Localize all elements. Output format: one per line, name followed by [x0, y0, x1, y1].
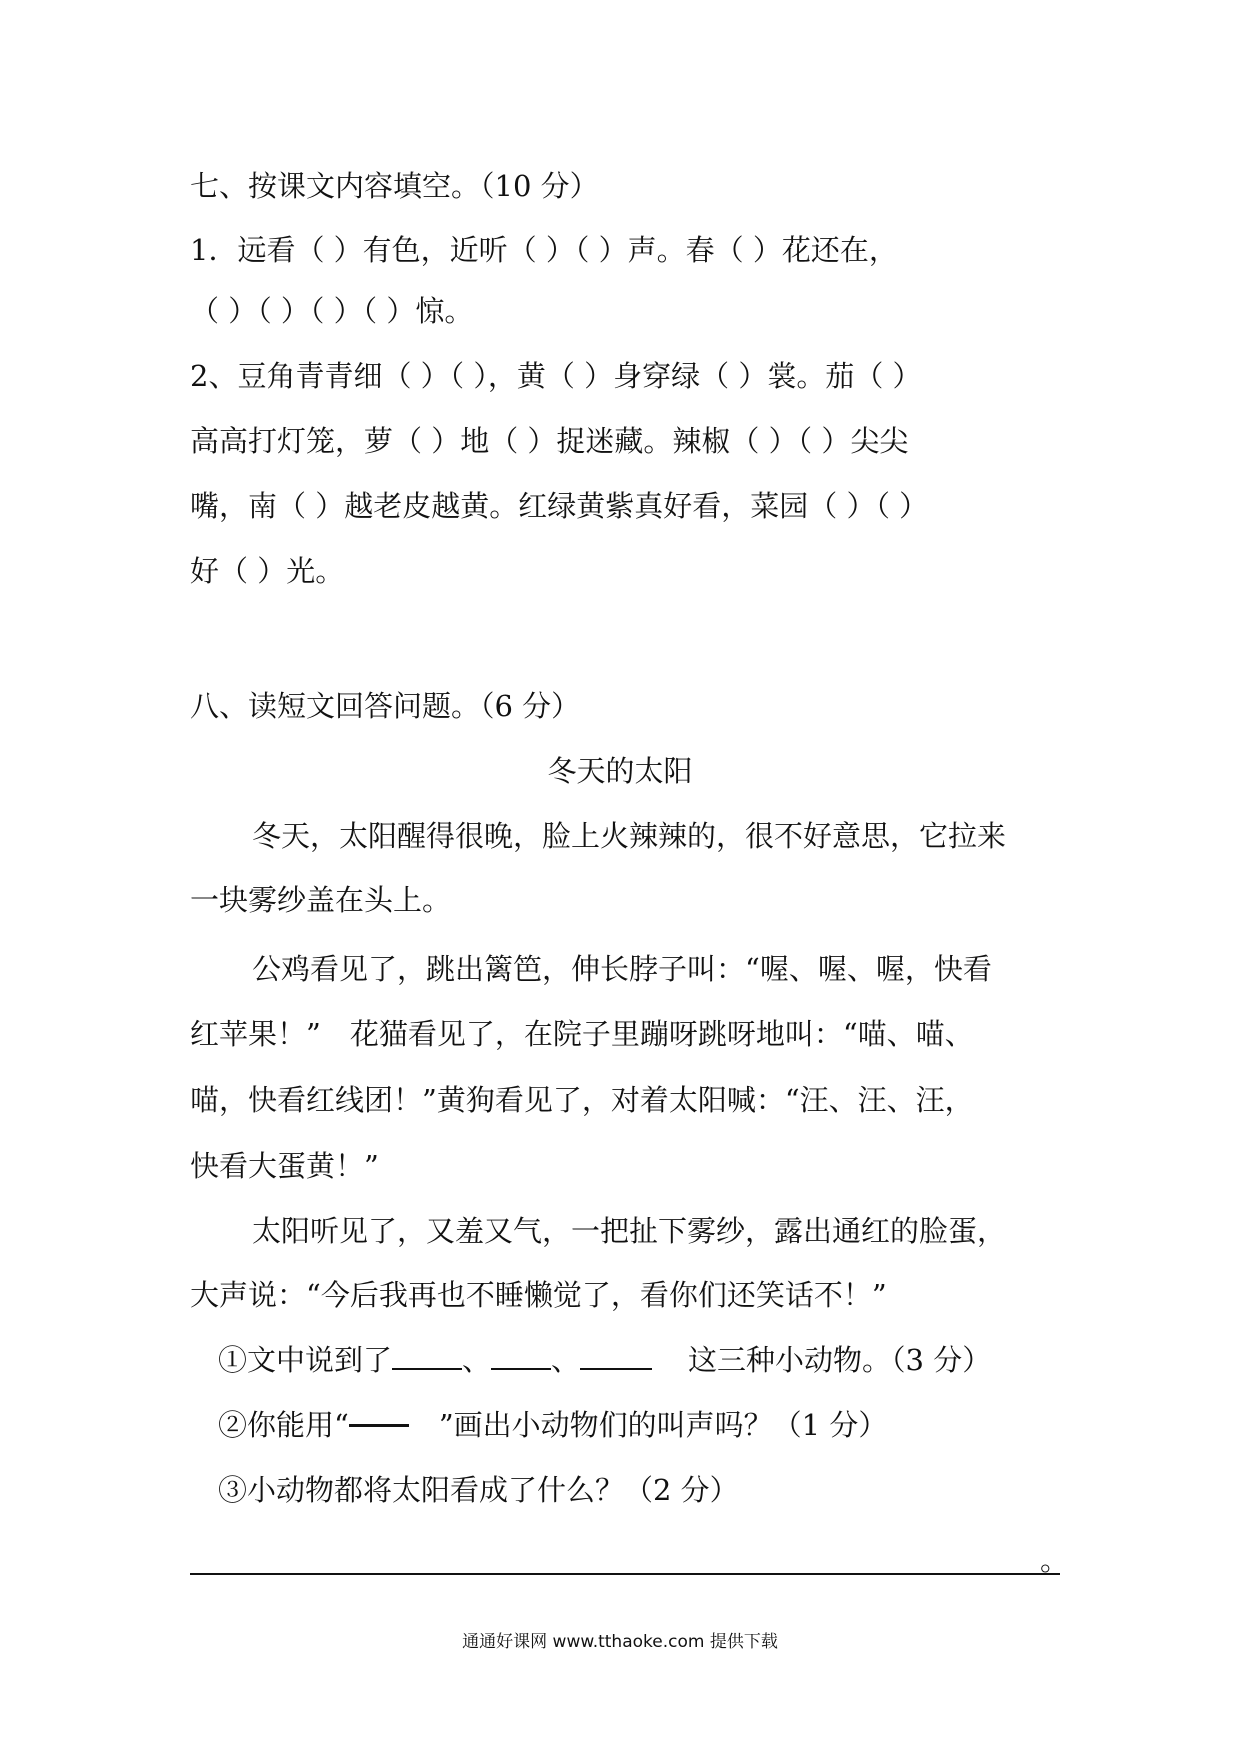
passage-line: 喵，快看红线团！”黄狗看见了，对着太阳喊：“汪、汪、汪，: [190, 1083, 974, 1117]
passage-line: 公鸡看见了，跳出篱笆，伸长脖子叫：“喔、喔、喔，快看: [252, 952, 992, 986]
section7-heading: 七、按课文内容填空。（10 分）: [190, 169, 599, 203]
footer-text: 通通好课网 www.tthaoke.com 提供下载: [462, 1632, 778, 1652]
passage-line: 大声说：“今后我再也不睡懒觉了，看你们还笑话不！”: [190, 1278, 887, 1312]
section7-line: 嘴，南（ ）越老皮越黄。红绿黄紫真好看，菜园（ ）（ ）: [190, 489, 929, 523]
passage-line: 一块雾纱盖在头上。: [190, 883, 452, 917]
separator: 、: [462, 1343, 492, 1377]
passage-line: 冬天，太阳醒得很晚，脸上火辣辣的，很不好意思，它拉来: [252, 819, 1007, 853]
question-2: [218, 1405, 887, 1445]
question-3: ③小动物都将太阳看成了什么？（2 分）: [218, 1473, 739, 1507]
question-1-prefix: ①文中说到了: [218, 1343, 393, 1377]
passage-line: 红苹果！” 花猫看见了，在院子里蹦呀跳呀地叫：“喵、喵、: [190, 1017, 974, 1051]
answer-blank[interactable]: [580, 1344, 652, 1370]
section8-heading: 八、读短文回答问题。（6 分）: [190, 689, 581, 723]
passage-line: 快看大蛋黄！”: [190, 1149, 379, 1183]
section7-line: 好（ ）光。: [190, 554, 345, 588]
section7-line: （ ）（ ）（ ）（ ）惊。: [190, 294, 474, 328]
answer-blank[interactable]: [392, 1344, 462, 1370]
section7-line: 1．远看（ ）有色，近听（ ）（ ）声。春（ ）花还在，: [190, 233, 898, 267]
question-2-suffix: ”画出小动物们的叫声吗？（1 分）: [438, 1408, 888, 1442]
question-2-prefix: ②你能用“: [218, 1408, 349, 1442]
answer-end-mark: 。: [1040, 1543, 1070, 1577]
question-1-suffix: 这三种小动物。（3 分）: [688, 1343, 992, 1377]
section7-line: 2、豆角青青细（ ）（ ），黄（ ）身穿绿（ ）裳。茄（ ）: [190, 359, 922, 393]
section7-line: 高高打灯笼，萝（ ）地（ ）捉迷藏。辣椒（ ）（ ）尖尖: [190, 424, 909, 458]
passage-line: 太阳听见了，又羞又气，一把扯下雾纱，露出通红的脸蛋，: [252, 1214, 1007, 1248]
separator: 、: [551, 1343, 581, 1377]
question-1: [218, 1340, 991, 1380]
underline-sample: [349, 1424, 409, 1427]
answer-blank[interactable]: [491, 1344, 551, 1370]
passage-title: 冬天的太阳: [547, 754, 693, 788]
answer-line[interactable]: [190, 1573, 1060, 1575]
